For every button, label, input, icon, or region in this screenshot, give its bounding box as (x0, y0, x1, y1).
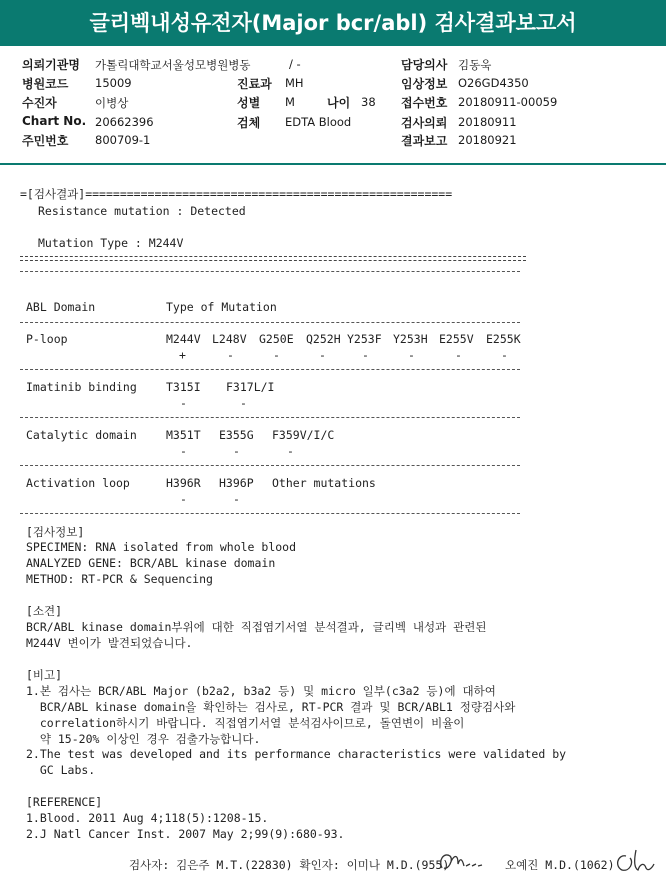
reference-item: 1.Blood. 2011 Aug 4;118(5):1208-15. (26, 811, 269, 825)
mutation-name: F359V/I/C (272, 428, 335, 442)
findings-line: BCR/ABL kinase domain부위에 대한 직접염기서열 분석결과, 글리벡 내성과 관련된 (26, 620, 487, 634)
mutation-name: Y253F (347, 332, 382, 346)
remarks-line: 1.본 검사는 BCR/ABL Major (b2a2, b3a2 등) 및 micro 일부(c3a2 등)에 대하여 (26, 684, 496, 698)
test-info-heading: [검사정보] (26, 525, 85, 539)
mutation-name: G250E (259, 332, 294, 346)
divider (20, 369, 520, 370)
domain-label: Imatinib binding (26, 380, 137, 394)
mutation-name: M351T (166, 428, 201, 442)
test-info-value: O26GD4350 (458, 76, 529, 90)
result-mark: - (501, 348, 508, 362)
reference-item: 2.J Natl Cancer Inst. 2007 May 2;99(9):680-93. (26, 827, 345, 841)
hospital-code-value: 15009 (95, 76, 132, 90)
resident-no-label: 주민번호 (22, 134, 69, 148)
result-mark: - (287, 444, 294, 458)
ordering-org-value: 가톨릭대학교서울성모병원병동 (95, 58, 251, 72)
result-mark: - (233, 444, 240, 458)
mutation-name: Other mutations (272, 476, 376, 490)
ordering-org-label: 의뢰기관명 (22, 58, 80, 72)
divider (20, 417, 520, 418)
receipt-no-label: 접수번호 (401, 96, 448, 110)
divider (20, 513, 520, 514)
column-header-mutation-type: Type of Mutation (166, 300, 277, 314)
divider (20, 322, 520, 323)
result-mark: + (179, 348, 186, 362)
result-mark: - (319, 348, 326, 362)
mutation-name: H396R (166, 476, 201, 490)
report-date-value: 20180921 (458, 133, 517, 147)
sex-value: M (285, 95, 295, 109)
result-mark: - (180, 492, 187, 506)
dept-label: 진료과 (237, 77, 272, 91)
result-mark: - (455, 348, 462, 362)
chart-no-value: 20662396 (95, 115, 154, 129)
reference-heading: [REFERENCE] (26, 795, 103, 809)
doctor-label: 담당의사 (401, 58, 448, 72)
signature-image (612, 846, 658, 878)
remarks-line: 2.The test was developed and its performance characteristics were validated by (26, 747, 567, 761)
mutation-name: L248V (212, 332, 247, 346)
signature-image (436, 848, 494, 878)
column-header-domain: ABL Domain (26, 300, 96, 314)
findings-heading: [소견] (26, 604, 63, 618)
result-mark: - (233, 492, 240, 506)
sex-label: 성별 (237, 96, 261, 110)
mutation-name: M244V (166, 332, 201, 346)
ward-value: / - (289, 57, 301, 71)
mutation-name: H396P (219, 476, 254, 490)
patient-label: 수진자 (22, 96, 57, 110)
examiner2-line: 오예진 M.D.(1062) (505, 858, 615, 872)
analyzed-gene-line: ANALYZED GENE: BCR/ABL kinase domain (26, 556, 276, 570)
report-title: 글리벡내성유전자(Major bcr/abl) 검사결과보고서 (0, 0, 666, 46)
result-mark: - (408, 348, 415, 362)
request-date-label: 검사의뢰 (401, 116, 448, 130)
remarks-line: BCR/ABL kinase domain을 확인하는 검사로, RT-PCR 결과 및 BCR/ABL1 정량검사와 (26, 700, 516, 714)
divider (20, 465, 520, 466)
result-mark: - (362, 348, 369, 362)
result-mark: - (240, 396, 247, 410)
domain-label: Activation loop (26, 476, 130, 490)
result-mark: - (180, 444, 187, 458)
remarks-line: GC Labs. (26, 763, 96, 777)
method-line: METHOD: RT-PCR & Sequencing (26, 572, 213, 586)
hospital-code-label: 병원코드 (22, 77, 69, 91)
patient-value: 이병상 (95, 96, 129, 110)
patient-info-panel (0, 46, 666, 164)
divider (20, 271, 520, 272)
age-value: 38 (361, 95, 376, 109)
result-mark: - (227, 348, 234, 362)
remarks-line: correlation하시기 바랍니다. 직접염기서열 분석검사이므로, 돌연변이 비율이 (26, 716, 465, 730)
domain-label: P-loop (26, 332, 68, 346)
doctor-value: 김동욱 (458, 58, 492, 72)
mutation-name: E255V (439, 332, 474, 346)
request-date-value: 20180911 (458, 115, 517, 129)
result-section-header: =[검사결과]===================================================== (20, 187, 453, 201)
mutation-name: F317L/I (226, 380, 275, 394)
mutation-name: Q252H (306, 332, 341, 346)
examiner-line: 검사자: 김은주 M.T.(22830) 확인자: 이미나 M.D.(955) (129, 858, 450, 872)
dept-value: MH (285, 76, 304, 90)
test-info-label: 임상정보 (401, 77, 448, 91)
result-mark: - (273, 348, 280, 362)
mutation-name: Y253H (393, 332, 428, 346)
mutation-name: E355G (219, 428, 254, 442)
header-divider (0, 163, 666, 165)
findings-line: M244V 변이가 발견되었습니다. (26, 636, 193, 650)
report-date-label: 결과보고 (401, 134, 448, 148)
age-label: 나이 (327, 96, 351, 110)
resident-no-value: 800709-1 (95, 133, 151, 147)
mutation-name: E255K (486, 332, 521, 346)
remarks-line: 약 15-20% 이상인 경우 검출가능합니다. (26, 732, 261, 746)
specimen-value: EDTA Blood (285, 115, 352, 129)
result-mark: - (180, 396, 187, 410)
double-divider (20, 256, 526, 261)
domain-label: Catalytic domain (26, 428, 137, 442)
resistance-mutation-line: Resistance mutation : Detected (38, 204, 246, 218)
specimen-label: 검체 (237, 116, 261, 130)
mutation-name: T315I (166, 380, 201, 394)
mutation-type-line: Mutation Type : M244V (38, 236, 184, 250)
remarks-heading: [비고] (26, 668, 63, 682)
specimen-line: SPECIMEN: RNA isolated from whole blood (26, 540, 297, 554)
chart-no-label: Chart No. (22, 114, 87, 128)
receipt-no-value: 20180911-00059 (458, 95, 558, 109)
